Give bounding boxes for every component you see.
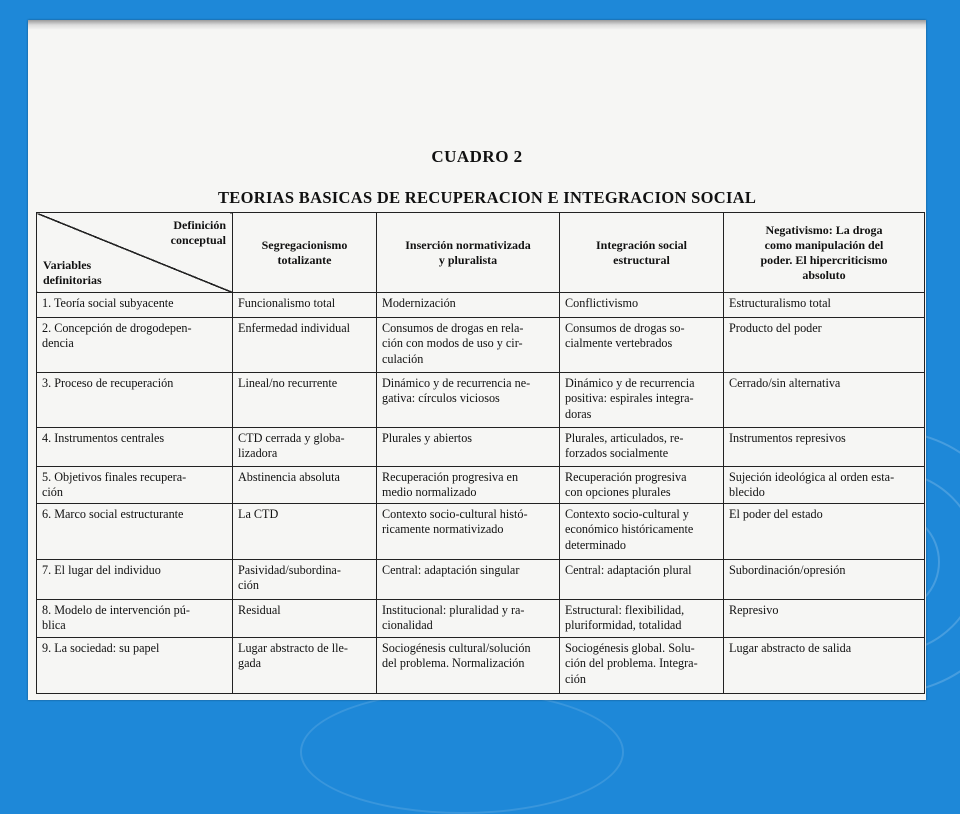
table-cell: Central: adaptación plural [560,560,724,600]
table-row [37,504,925,560]
table-cell: Conflictivismo [560,293,724,318]
table-cell: Estructural: flexibilidad, pluriformidad, totalidad [560,600,724,638]
table-cell: Recuperación progresiva con opciones plurales [560,467,724,504]
corner-definition-label: Definición conceptual [170,218,226,247]
variable-cell: 3. Proceso de recuperación [37,373,233,428]
table-number: CUADRO 2 [431,147,523,166]
table-cell: Consumos de drogas so- cialmente vertebrados [560,318,724,373]
table-cell: Represivo [724,600,925,638]
table-cell: Producto del poder [724,318,925,373]
table-cell: Sujeción ideológica al orden esta- blecido [724,467,925,504]
table-cell: Sociogénesis global. Solu- ción del problema. Integra- ción [560,638,724,694]
table-row [37,428,925,467]
background-swirl [300,690,624,814]
table-cell: Abstinencia absoluta [233,467,377,504]
variable-cell: 5. Objetivos finales recupera- ción [37,467,233,504]
table-cell: Dinámico y de recurrencia ne- gativa: círculos viciosos [377,373,560,428]
table-row [37,318,925,373]
scan-edge [28,20,926,30]
table-body [37,293,925,694]
table-cell: Dinámico y de recurrencia positiva: espirales integra- doras [560,373,724,428]
corner-variables-label: Variables definitorias [43,258,102,287]
table-row [37,467,925,504]
table-cell: El poder del estado [724,504,925,560]
table-cell: Lugar abstracto de salida [724,638,925,694]
table-cell: Lugar abstracto de lle- gada [233,638,377,694]
table-cell: Consumos de drogas en rela- ción con modos de uso y cir- culación [377,318,560,373]
table-cell: Sociogénesis cultural/solución del problema. Normalización [377,638,560,694]
variable-cell: 8. Modelo de intervención pú- blica [37,600,233,638]
table-cell: Institucional: pluralidad y ra- cionalidad [377,600,560,638]
column-header: Segregacionismo totalizante [233,213,377,293]
table-cell: Lineal/no recurrente [233,373,377,428]
table-row [37,600,925,638]
variable-cell: 4. Instrumentos centrales [37,428,233,467]
table-cell: Central: adaptación singular [377,560,560,600]
table-cell: Funcionalismo total [233,293,377,318]
table-cell: Modernización [377,293,560,318]
table-cell: Estructuralismo total [724,293,925,318]
table-cell: La CTD [233,504,377,560]
page-title: TEORIAS BASICAS DE RECUPERACION E INTEGRACION SOCIAL [218,188,757,207]
table-cell: Plurales, articulados, re- forzados socialmente [560,428,724,467]
corner-header [37,213,233,293]
table-cell: Recuperación progresiva en medio normalizado [377,467,560,504]
table-cell: Plurales y abiertos [377,428,560,467]
table-cell: CTD cerrada y globa- lizadora [233,428,377,467]
table-cell: Contexto socio-cultural y económico históricamente determinado [560,504,724,560]
table-cell: Instrumentos represivos [724,428,925,467]
table-cell: Residual [233,600,377,638]
variable-cell: 9. La sociedad: su papel [37,638,233,694]
theories-table [36,212,925,694]
table-cell: Subordinación/opresión [724,560,925,600]
variable-cell: 7. El lugar del individuo [37,560,233,600]
table-row [37,373,925,428]
variable-cell: 6. Marco social estructurante [37,504,233,560]
table-row [37,293,925,318]
column-header: Negativismo: La droga como manipulación del poder. El hipercriticismo absoluto [724,213,925,293]
table-cell: Contexto socio-cultural histó- ricamente normativizado [377,504,560,560]
header-row [37,213,925,293]
table-cell: Enfermedad individual [233,318,377,373]
variable-cell: 2. Concepción de drogodepen- dencia [37,318,233,373]
column-header: Inserción normativizada y pluralista [377,213,560,293]
table-row [37,560,925,600]
table-cell: Cerrado/sin alternativa [724,373,925,428]
column-header: Integración social estructural [560,213,724,293]
table-row [37,638,925,694]
scanned-page [28,20,926,700]
variable-cell: 1. Teoría social subyacente [37,293,233,318]
table-cell: Pasividad/subordina- ción [233,560,377,600]
